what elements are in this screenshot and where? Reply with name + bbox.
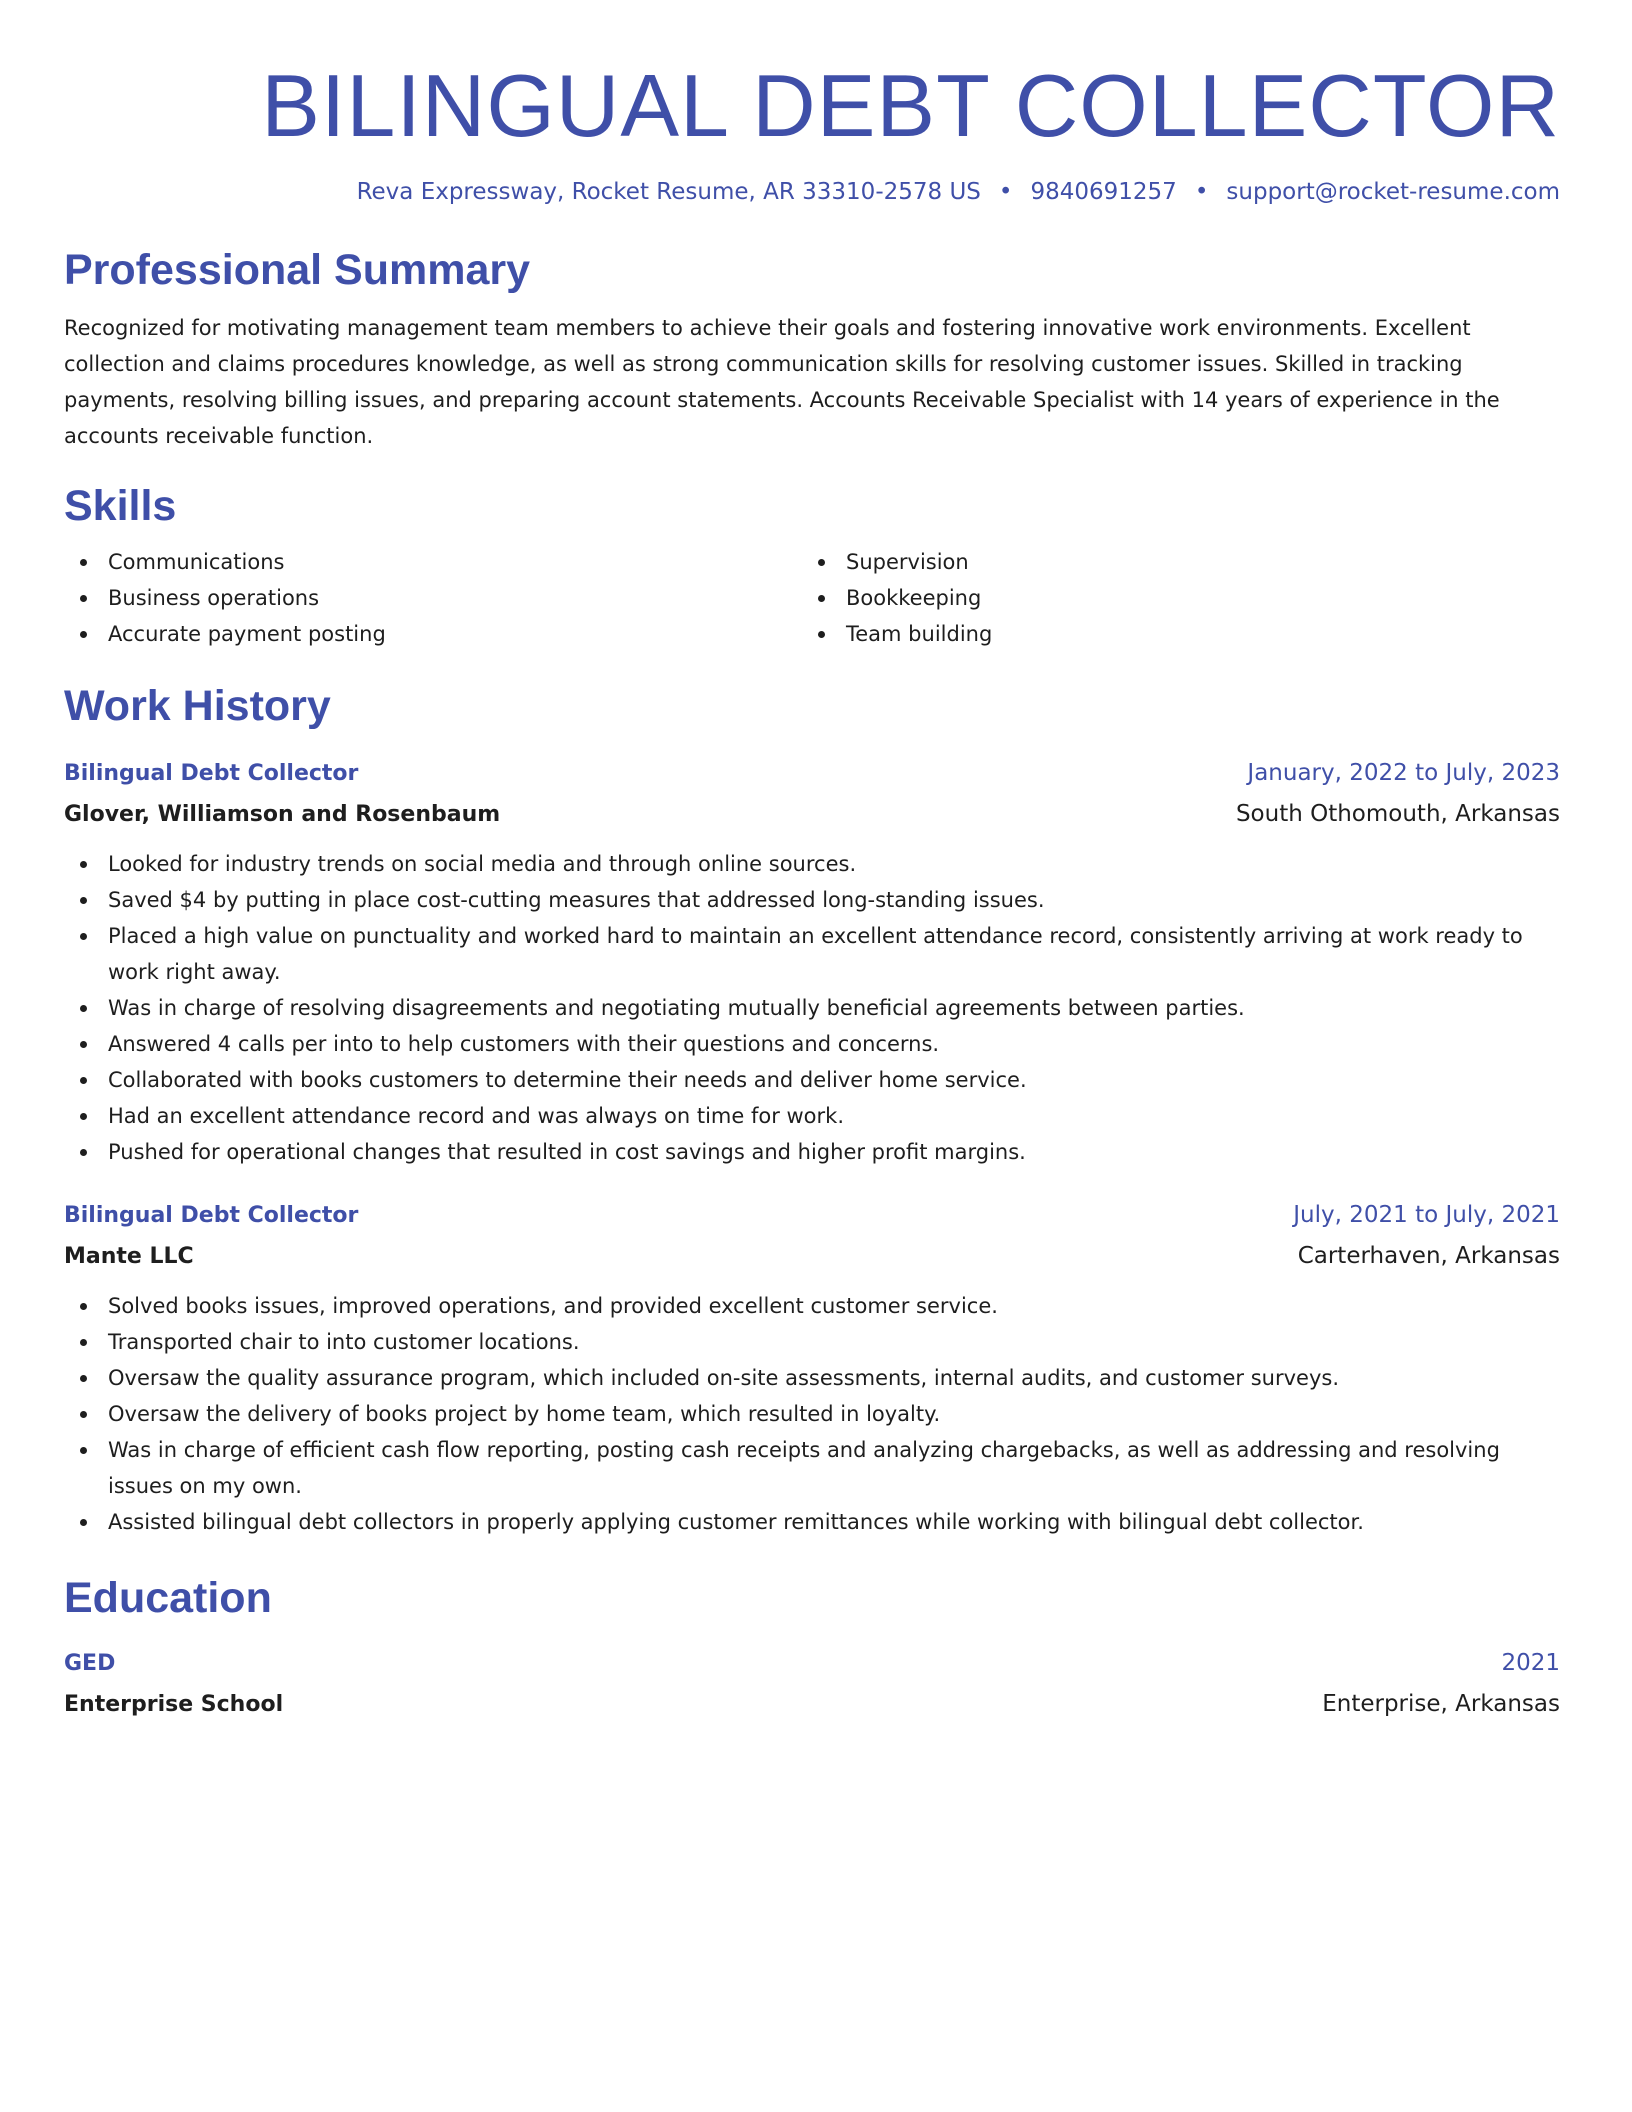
company-name: Mante LLC	[64, 1244, 194, 1269]
job-dates: July, 2021 to July, 2021	[1293, 1202, 1560, 1228]
job-dates: January, 2022 to July, 2023	[1247, 760, 1560, 786]
job-duties	[64, 846, 1560, 1170]
skill-item: Supervision	[802, 544, 1540, 580]
degree: GED	[64, 1651, 116, 1676]
job-location: South Othomouth, Arkansas	[1235, 801, 1560, 827]
duty-item: Pushed for operational changes that resulted in cost savings and higher profit margins.	[64, 1134, 1560, 1170]
education-entry	[64, 1644, 1560, 1726]
company-name: Glover, Williamson and Rosenbaum	[64, 802, 501, 827]
skill-item: Bookkeeping	[802, 580, 1540, 616]
duty-item: Solved books issues, improved operations, and provided excellent customer service.	[64, 1288, 1560, 1324]
address: Reva Expressway, Rocket Resume, AR 33310-2578 US	[356, 179, 981, 205]
duty-item: Oversaw the delivery of books project by home team, which resulted in loyalty.	[64, 1396, 1560, 1432]
resume-page	[64, 0, 1560, 1726]
job-title: Bilingual Debt Collector	[64, 761, 359, 786]
job-header	[64, 754, 1560, 793]
job-entry	[64, 754, 1560, 1170]
skills-column-right	[802, 544, 1540, 652]
skill-item: Business operations	[64, 580, 802, 616]
duty-item: Placed a high value on punctuality and worked hard to maintain an excellent attendance record, consistently arriving at work ready to work right away.	[64, 918, 1560, 990]
skill-item: Communications	[64, 544, 802, 580]
separator: •	[1194, 179, 1209, 205]
duty-item: Collaborated with books customers to determine their needs and deliver home service.	[64, 1062, 1560, 1098]
duty-item: Assisted bilingual debt collectors in properly applying customer remittances while working with bilingual debt collector.	[64, 1504, 1560, 1540]
education-header	[64, 1644, 1560, 1683]
separator: •	[998, 179, 1013, 205]
work-history-heading: Work History	[64, 682, 331, 730]
duty-item: Was in charge of resolving disagreements and negotiating mutually beneficial agreements between parties.	[64, 990, 1560, 1026]
job-employer	[64, 793, 1560, 836]
job-entry	[64, 1196, 1560, 1540]
job-duties	[64, 1288, 1560, 1540]
duty-item: Answered 4 calls per into to help customers with their questions and concerns.	[64, 1026, 1560, 1062]
skills-list	[64, 544, 1560, 652]
job-employer	[64, 1235, 1560, 1278]
duty-item: Had an excellent attendance record and was always on time for work.	[64, 1098, 1560, 1134]
skills-column-left	[64, 544, 802, 652]
duty-item: Transported chair to into customer locations.	[64, 1324, 1560, 1360]
resume-title: BILINGUAL DEBT COLLECTOR	[261, 56, 1560, 155]
duty-item: Was in charge of efficient cash flow reporting, posting cash receipts and analyzing chargebacks, as well as addressing and resolving issues on my own.	[64, 1432, 1560, 1504]
skill-item: Team building	[802, 616, 1540, 652]
skill-item: Accurate payment posting	[64, 616, 802, 652]
job-header	[64, 1196, 1560, 1235]
phone: 9840691257	[1030, 179, 1177, 205]
duty-item: Looked for industry trends on social media and through online sources.	[64, 846, 1560, 882]
graduation-year: 2021	[1501, 1650, 1560, 1676]
school-name: Enterprise School	[64, 1692, 284, 1717]
education-heading: Education	[64, 1574, 272, 1622]
skills-heading: Skills	[64, 482, 177, 530]
duty-item: Saved $4 by putting in place cost-cutting measures that addressed long-standing issues.	[64, 882, 1560, 918]
summary-heading: Professional Summary	[64, 246, 531, 294]
email-link[interactable]: support@rocket-resume.com	[1226, 179, 1560, 205]
job-location: Carterhaven, Arkansas	[1297, 1243, 1560, 1269]
school-location: Enterprise, Arkansas	[1322, 1691, 1560, 1717]
education-school	[64, 1683, 1560, 1726]
job-title: Bilingual Debt Collector	[64, 1203, 359, 1228]
duty-item: Oversaw the quality assurance program, which included on-site assessments, internal audits, and customer surveys.	[64, 1360, 1560, 1396]
summary-text: Recognized for motivating management team members to achieve their goals and fostering innovative work environments. Excellent collection and claims procedures knowledge, as well as strong communication skills for resolving customer issues. Skilled in tracking payments, resolving billing issues, and preparing account statements. Accounts Receivable Specialist with 14 years of experience in the accounts receivable function.	[64, 316, 1500, 448]
contact-line	[64, 176, 1560, 208]
